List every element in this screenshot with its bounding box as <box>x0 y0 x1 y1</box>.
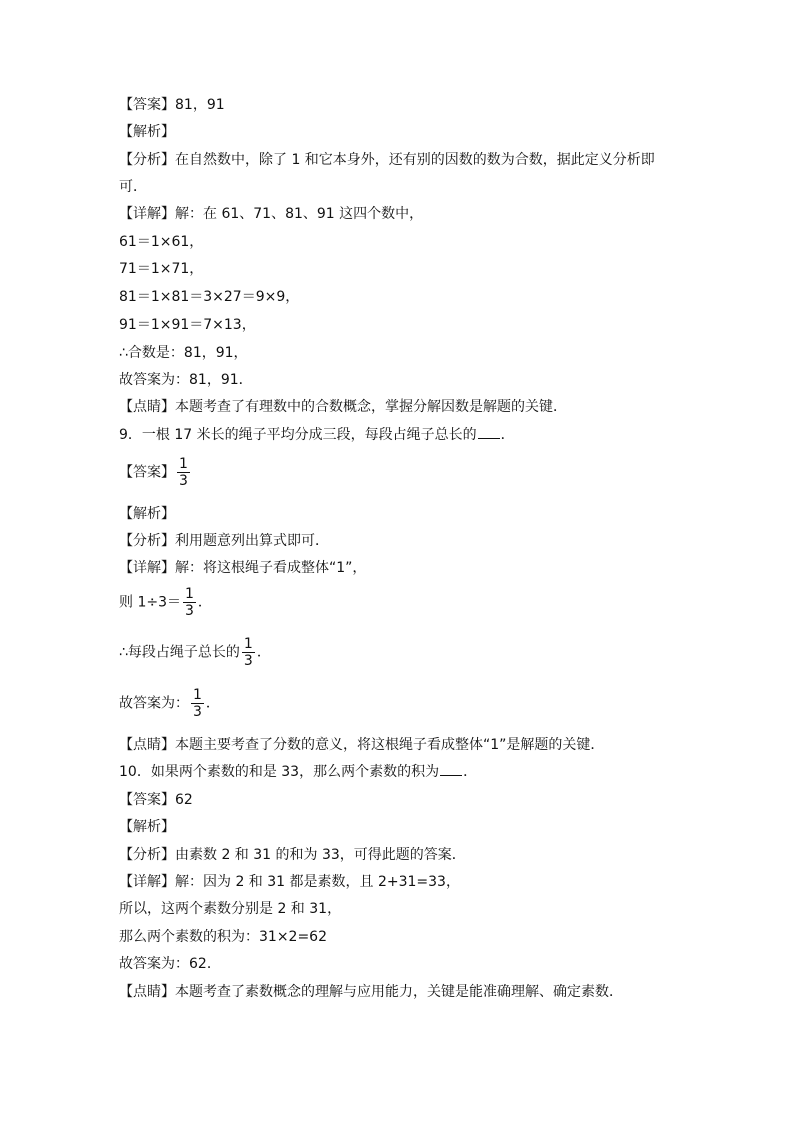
q8-detail-intro: 【详解】解：在 61、71、81、91 这四个数中， <box>119 206 424 222</box>
q10-answer-blank <box>440 763 462 776</box>
q9-therefore-fraction <box>242 636 255 669</box>
fraction-denominator: 3 <box>243 653 253 669</box>
q10-key-point: 【点睛】本题考查了素数概念的理解与应用能力，关键是能准确理解、确定素数． <box>119 984 623 1000</box>
q9-answer-blank <box>478 426 500 439</box>
q9-analysis-heading: 【解析】 <box>119 506 175 522</box>
q8-equation-2: 71＝1×71， <box>119 261 204 277</box>
q10-final-answer: 故答案为：62． <box>119 956 221 972</box>
fraction-numerator: 1 <box>193 687 202 703</box>
q8-analysis-line-1: 【分析】在自然数中，除了 1 和它本身外，还有别的因数的数为合数，据此定义分析即 <box>119 152 655 168</box>
q9-final-answer <box>119 687 220 720</box>
q10-detail-intro: 【详解】解：因为 2 和 31 都是素数，且 2+31=33， <box>119 874 460 890</box>
fraction-numerator: 1 <box>243 636 253 652</box>
q10-step-2: 那么两个素数的积为：31×2=62 <box>119 929 327 945</box>
q9-analysis: 【分析】利用题意列出算式即可． <box>119 533 329 549</box>
q8-key-point: 【点睛】本题考查了有理数中的合数概念，掌握分解因数是解题的关键． <box>119 399 567 415</box>
q9-question-text: 9．一根 17 米长的绳子平均分成三段，每段占绳子总长的 <box>119 427 477 443</box>
q9-answer <box>119 456 192 489</box>
q8-equation-3: 81＝1×81＝3×27＝9×9， <box>119 289 300 305</box>
q9-calc-fraction <box>183 586 196 619</box>
q9-question <box>119 426 515 444</box>
q9-final-fraction <box>191 687 204 720</box>
q8-final-answer: 故答案为：81，91． <box>119 372 253 388</box>
q8-analysis-line-2: 可． <box>119 179 147 195</box>
q8-conclusion: ∴合数是：81，91， <box>119 345 248 361</box>
fraction-numerator: 1 <box>185 586 194 602</box>
q8-answer: 【答案】81，91 <box>119 97 225 113</box>
q10-question-end: ． <box>463 764 478 780</box>
q9-detail-intro: 【详解】解：将这根绳子看成整体“1”， <box>119 560 367 576</box>
q10-step-1: 所以，这两个素数分别是 2 和 31， <box>119 901 342 917</box>
q9-calculation <box>119 586 212 619</box>
q10-analysis-heading: 【解析】 <box>119 819 175 835</box>
q10-answer: 【答案】62 <box>119 792 193 808</box>
q9-therefore <box>119 636 271 669</box>
fraction-numerator: 1 <box>179 456 188 472</box>
q9-answer-label: 【答案】 <box>119 464 175 481</box>
q8-equation-4: 91＝1×91＝7×13， <box>119 317 256 333</box>
q9-therefore-suffix: ． <box>256 644 271 661</box>
q10-question <box>119 763 477 781</box>
q8-equation-1: 61＝1×61， <box>119 234 204 250</box>
q8-analysis-heading: 【解析】 <box>119 124 175 140</box>
q9-final-suffix: ． <box>205 695 220 712</box>
q9-question-end: ． <box>500 427 515 443</box>
q9-calc-suffix: ． <box>197 594 212 611</box>
q9-calc-prefix: 则 1÷3＝ <box>119 594 181 611</box>
fraction-denominator: 3 <box>193 704 202 720</box>
q9-therefore-prefix: ∴每段占绳子总长的 <box>119 644 240 661</box>
q9-answer-fraction <box>177 456 190 489</box>
fraction-denominator: 3 <box>185 603 194 619</box>
q9-final-prefix: 故答案为： <box>119 695 189 712</box>
q10-analysis: 【分析】由素数 2 和 31 的和为 33，可得此题的答案． <box>119 847 466 863</box>
fraction-denominator: 3 <box>179 473 188 489</box>
q10-question-text: 10．如果两个素数的和是 33，那么两个素数的积为 <box>119 764 440 780</box>
q9-key-point: 【点睛】本题主要考查了分数的意义，将这根绳子看成整体“1”是解题的关键． <box>119 737 605 753</box>
